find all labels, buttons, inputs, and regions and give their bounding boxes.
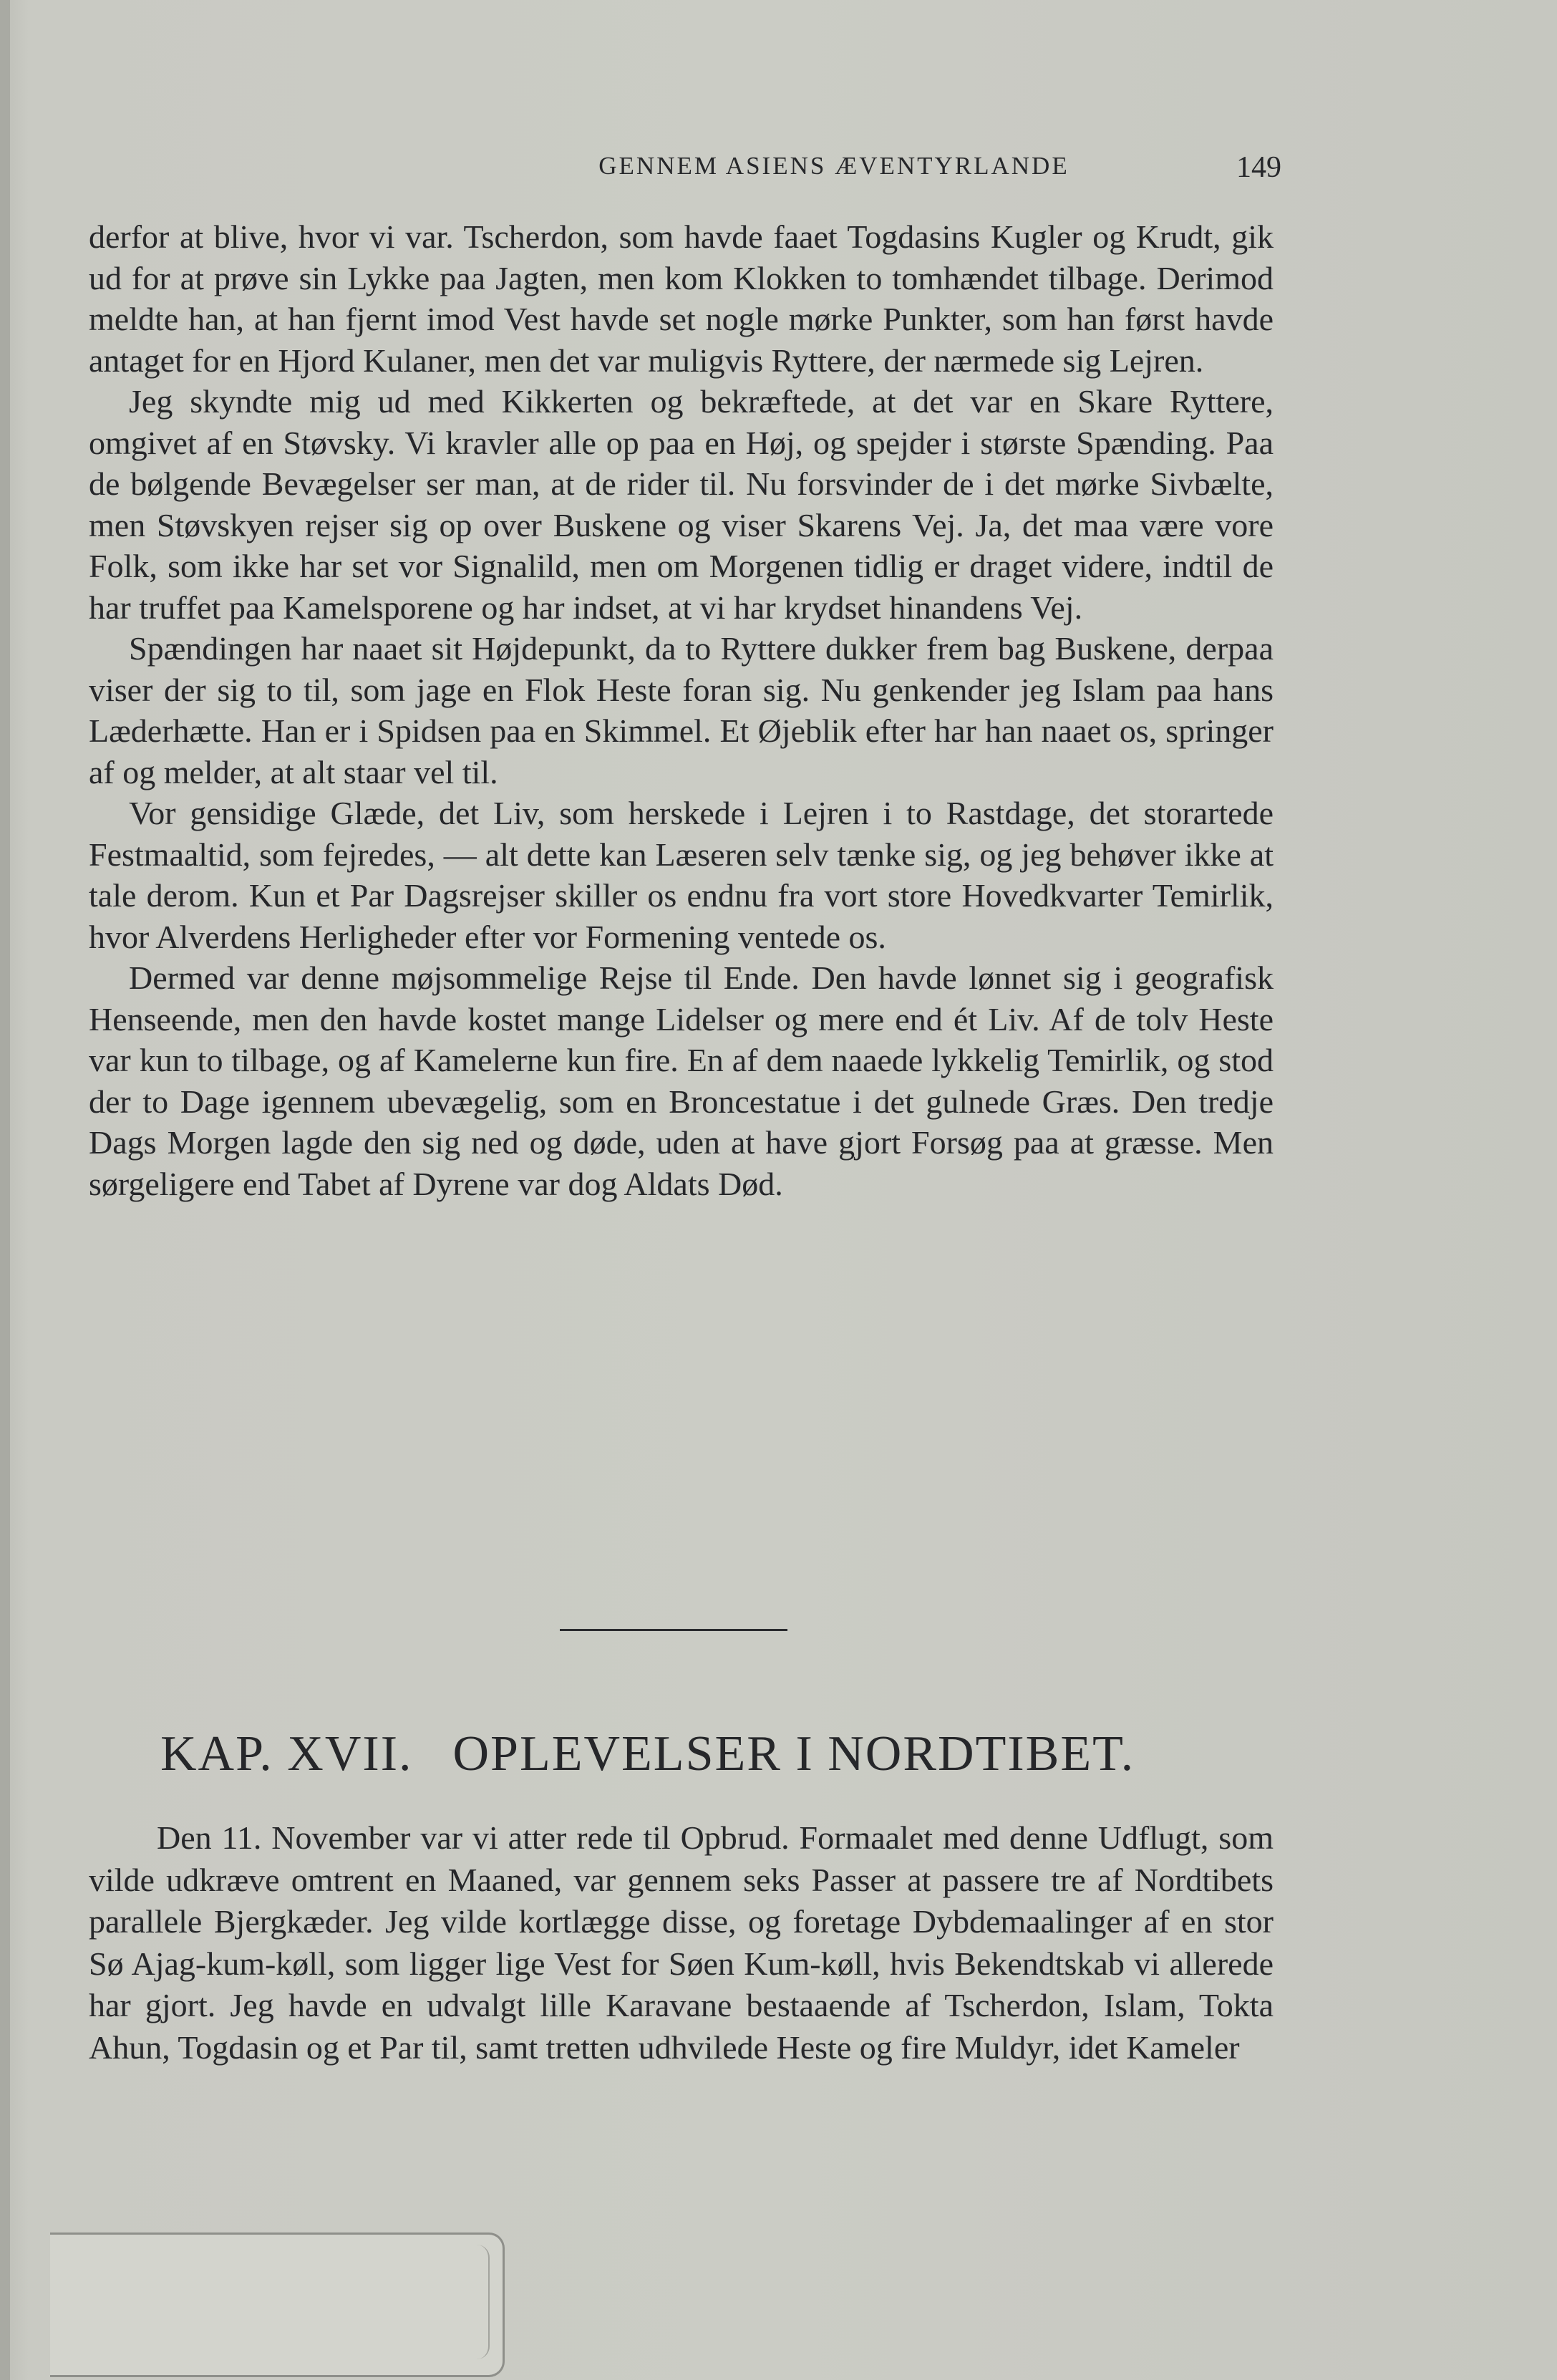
chapter-number: KAP. XVII. — [160, 1726, 413, 1781]
paragraph: derfor at blive, hvor vi var. Tscherdon, som havde faaet Togdasins Kugler og Krudt, gik ud for at prøve sin Lykke paa Jagten, men kom Klokken to tomhændet tilbage. Derimod meldte han, at han fjernt imod Vest havde set nogle mørke Punkter, som han først havde antaget for en Hjord Kulaner, men det var muligvis Ryttere, der nærmede sig Lejren. — [89, 218, 1274, 379]
library-label — [50, 2233, 505, 2377]
paragraph: Spændingen har naaet sit Højdepunkt, da to Ryttere dukker frem bag Buskene, derpaa viser der sig to til, som jage en Flok Heste foran sig. Nu genkender jeg Islam paa hans Læderhætte. Han er i Spidsen paa en Skimmel. Et Øjeblik efter har han naaet os, springer af og melder, at alt staar vel til. — [89, 630, 1274, 790]
library-label-inner — [59, 2245, 490, 2359]
running-head: GENNEM ASIENS ÆVENTYRLANDE — [598, 152, 1069, 180]
section-divider — [560, 1629, 787, 1631]
chapter-title: OPLEVELSER I NORDTIBET. — [452, 1726, 1135, 1781]
paragraph: Jeg skyndte mig ud med Kikkerten og bekræftede, at det var en Skare Ryttere, omgivet af en Støvsky. Vi kravler alle op paa en Høj, og spejder i største Spænding. Paa de bølgende Bevægelser ser man, at de rider til. Nu forsvinder de i det mørke Sivbælte, men Støvskyen rejser sig op over Buskene og viser Skarens Vej. Ja, det maa være vore Folk, som ikke har set vor Signalild, men om Morgenen tidlig er draget videre, indtil de har truffet paa Kamelsporene og har indset, at vi har krydset hinandens Vej. — [89, 383, 1274, 626]
body-text — [89, 216, 1274, 1204]
paragraph: Dermed var denne møjsommelige Rejse til Ende. Den havde lønnet sig i geografisk Henseende, men den havde kostet mange Lidelser og mere end ét Liv. Af de tolv Heste var kun to tilbage, og af Kamelerne kun fire. En af dem naaede lykkelig Temirlik, og stod der to Dage igennem ubevægelig, som en Broncestatue i det gulnede Græs. Den tredje Dags Morgen lagde den sig ned og døde, uden at have gjort Forsøg paa at græsse. Men sørgeligere end Tabet af Dyrene var dog Aldats Død. — [89, 959, 1274, 1202]
page-edge — [0, 0, 10, 2380]
paragraph: Vor gensidige Glæde, det Liv, som herskede i Lejren i to Rastdage, det storartede Festmaaltid, som fejredes, — alt dette kan Læseren selv tænke sig, og jeg behøver ikke at tale derom. Kun et Par Dagsrejser skiller os endnu fra vort store Hovedkvarter Temirlik, hvor Alverdens Herligheder efter vor Formening ventede os. — [89, 795, 1274, 955]
chapter-heading — [160, 1726, 1234, 1783]
chapter-text — [89, 1817, 1274, 2069]
page-number: 149 — [1236, 151, 1281, 184]
paragraph: Den 11. November var vi atter rede til Opbrud. Formaalet med denne Udflugt, som vilde udkræve omtrent en Maaned, var gennem seks Passer at passere tre af Nordtibets parallele Bjergkæder. Jeg vilde kortlægge disse, og foretage Dybdemaalinger af en stor Sø Ajag-kum-køll, som ligger lige Vest for Søen Kum-køll, hvis Bekendtskab vi allerede har gjort. Jeg havde en udvalgt lille Karavane bestaaende af Tscherdon, Islam, Tokta Ahun, Togdasin og et Par til, samt tretten udhvilede Heste og fire Muldyr, idet Kameler — [89, 1819, 1274, 2066]
